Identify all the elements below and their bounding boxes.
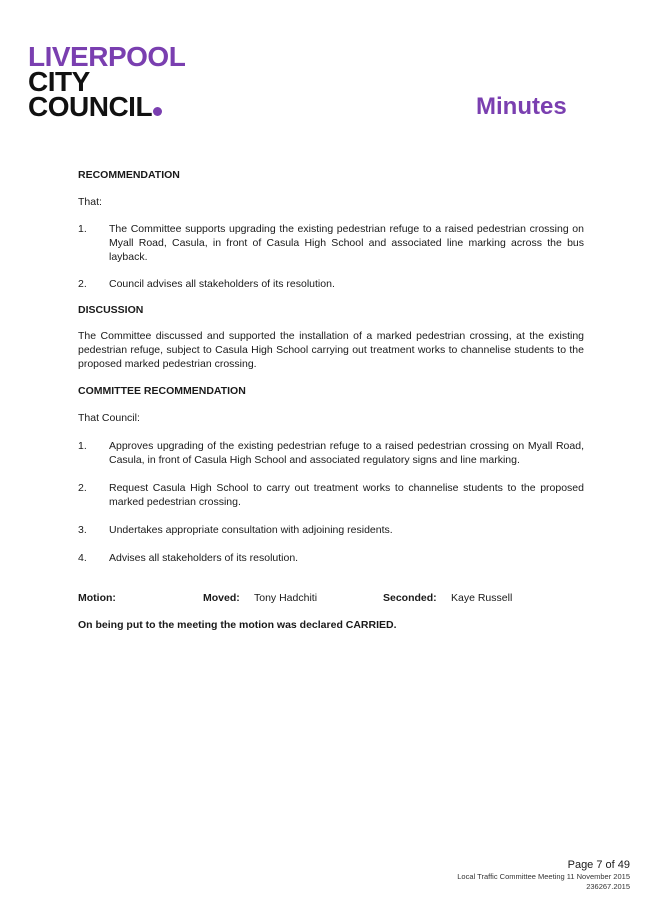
recommendation-intro: That:	[78, 196, 102, 208]
discussion-heading: DISCUSSION	[78, 304, 144, 316]
document-type-title: Minutes	[476, 93, 567, 120]
committee-recommendation-intro: That Council:	[78, 412, 140, 424]
recommendation-list	[78, 222, 584, 291]
footer-meeting: Local Traffic Committee Meeting 11 November 2015	[457, 872, 630, 881]
list-item	[78, 551, 584, 565]
list-item	[78, 481, 584, 509]
logo-line-3	[28, 91, 185, 122]
moved-label: Moved:	[203, 592, 240, 604]
motion-result: On being put to the meeting the motion was declared CARRIED.	[78, 619, 397, 631]
list-item	[78, 439, 584, 467]
list-item-number: 3.	[78, 524, 87, 536]
list-item-text: Approves upgrading of the existing pedestrian refuge to a raised pedestrian crossing on Myall Road, Casula, in front of Casula High School and associated regulatory signs and line marking.	[109, 440, 584, 466]
list-item-number: 4.	[78, 552, 87, 564]
list-item-text: Request Casula High School to carry out treatment works to channelise students to the proposed marked pedestrian crossing.	[109, 482, 584, 508]
council-logo	[28, 41, 186, 122]
list-item	[78, 277, 584, 291]
discussion-text: The Committee discussed and supported the installation of a marked pedestrian crossing, at the existing pedestrian refuge, subject to Casula High School carrying out treatment works to channelise students to the proposed marked pedestrian crossing.	[78, 330, 584, 370]
minutes-body	[78, 168, 584, 632]
motion-label: Motion:	[78, 592, 116, 604]
page-footer	[457, 858, 630, 892]
logo-dot-icon	[153, 107, 162, 116]
committee-recommendation-list	[78, 439, 584, 565]
recommendation-heading: RECOMMENDATION	[78, 169, 180, 181]
seconded-name: Kaye Russell	[451, 592, 513, 604]
list-item-text: Council advises all stakeholders of its resolution.	[109, 278, 335, 290]
logo-line-1: LIVERPOOL	[28, 41, 186, 72]
list-item	[78, 523, 584, 537]
page-number: Page 7 of 49	[567, 859, 630, 871]
seconded-label: Seconded:	[383, 592, 437, 604]
list-item-number: 1.	[78, 440, 87, 452]
committee-recommendation-heading: COMMITTEE RECOMMENDATION	[78, 385, 246, 397]
list-item-text: Advises all stakeholders of its resolution.	[109, 552, 299, 564]
list-item-number: 2.	[78, 482, 87, 494]
list-item-number: 1.	[78, 223, 87, 235]
footer-reference: 236267.2015	[586, 882, 630, 891]
list-item-number: 2.	[78, 278, 87, 290]
list-item	[78, 222, 584, 264]
list-item-text: Undertakes appropriate consultation with adjoining residents.	[109, 524, 393, 536]
list-item-text: The Committee supports upgrading the existing pedestrian refuge to a raised pedestrian crossing on Myall Road, Casula, in front of Casula High School and associated line marking across the bus layback.	[109, 223, 584, 263]
motion-row	[78, 591, 584, 605]
logo-line-2: CITY	[28, 66, 90, 97]
moved-name: Tony Hadchiti	[254, 592, 318, 604]
logo-line-3-text: COUNCIL	[28, 91, 153, 122]
